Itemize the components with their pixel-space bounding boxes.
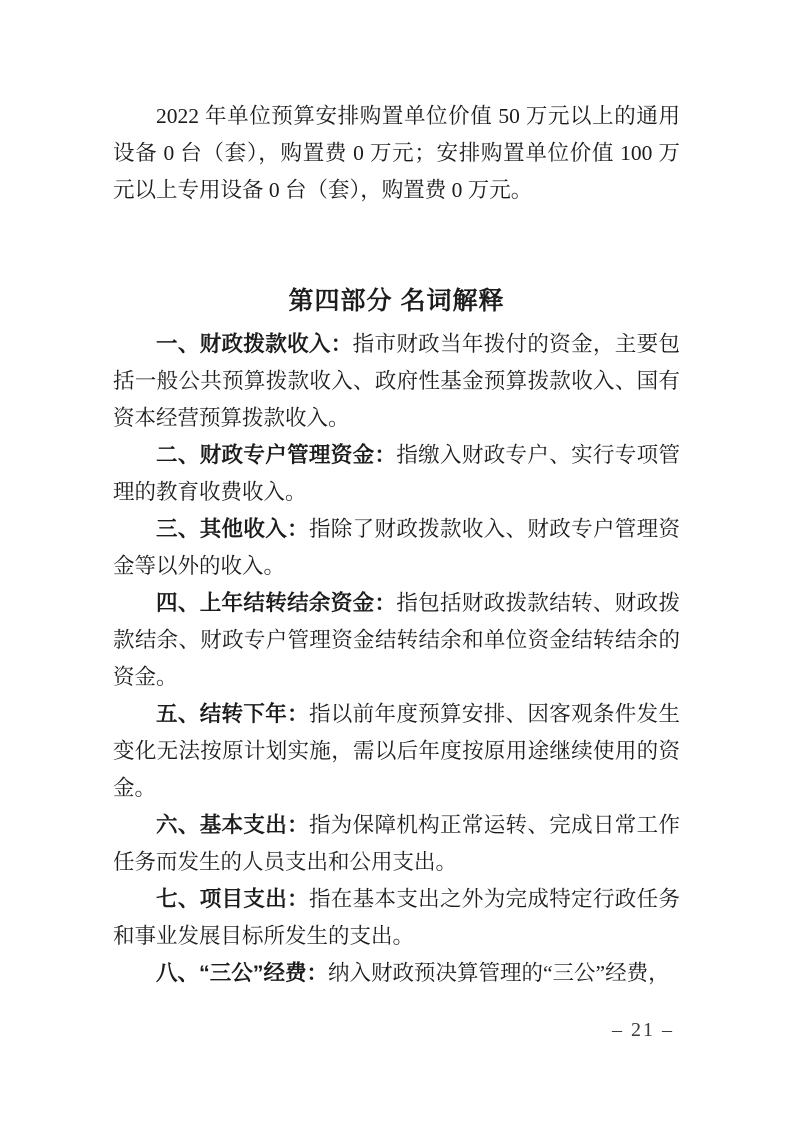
term-paragraph-1 — [113, 326, 680, 437]
term-definition-7: 指在基本支出之外为完成特定行政任务和事业发展目标所发生的支出。 — [113, 887, 680, 948]
term-definition-3: 指除了财政拨款收入、财政专户管理资金等以外的收入。 — [113, 517, 680, 578]
term-paragraph-8 — [113, 955, 680, 992]
term-paragraph-6 — [113, 807, 680, 881]
intro-paragraph: 2022 年单位预算安排购置单位价值 50 万元以上的通用设备 0 台（套），购置费 0 万元；安排购置单位价值 100 万元以上专用设备 0 台（套），购置费 0 万元。 — [113, 104, 680, 202]
term-label-6: 六、基本支出： — [156, 813, 309, 837]
document-content — [113, 98, 680, 992]
term-label-7: 七、项目支出： — [156, 887, 309, 911]
term-paragraph-2 — [113, 437, 680, 511]
term-label-5: 五、结转下年： — [156, 702, 309, 726]
section-heading: 第四部分 名词解释 — [288, 287, 505, 315]
term-paragraph-3 — [113, 511, 680, 585]
page-number: – 21 – — [612, 1019, 674, 1041]
term-label-4: 四、上年结转结余资金： — [156, 591, 397, 615]
term-definition-6: 指为保障机构正常运转、完成日常工作任务而发生的人员支出和公用支出。 — [113, 813, 680, 874]
term-label-8: 八、“三公”经费： — [156, 961, 329, 985]
term-label-3: 三、其他收入： — [156, 517, 309, 541]
term-label-2: 二、财政专户管理资金： — [156, 443, 397, 467]
term-definition-2: 指缴入财政专户、实行专项管理的教育收费收入。 — [113, 443, 680, 504]
term-paragraph-7 — [113, 881, 680, 955]
term-definition-5: 指以前年度预算安排、因客观条件发生变化无法按原计划实施，需以后年度按原用途继续使用的资金。 — [113, 702, 680, 800]
term-definition-4: 指包括财政拨款结转、财政拨款结余、财政专户管理资金结转结余和单位资金结转结余的资金。 — [113, 591, 680, 689]
term-paragraph-4 — [113, 585, 680, 696]
term-paragraph-5 — [113, 696, 680, 807]
term-label-1: 一、财政拨款收入： — [156, 332, 353, 356]
term-definition-1: 指市财政当年拨付的资金，主要包括一般公共预算拨款收入、政府性基金预算拨款收入、国有资本经营预算拨款收入。 — [113, 332, 680, 430]
term-definition-8: 纳入财政预决算管理的“三公”经费， — [328, 961, 670, 985]
